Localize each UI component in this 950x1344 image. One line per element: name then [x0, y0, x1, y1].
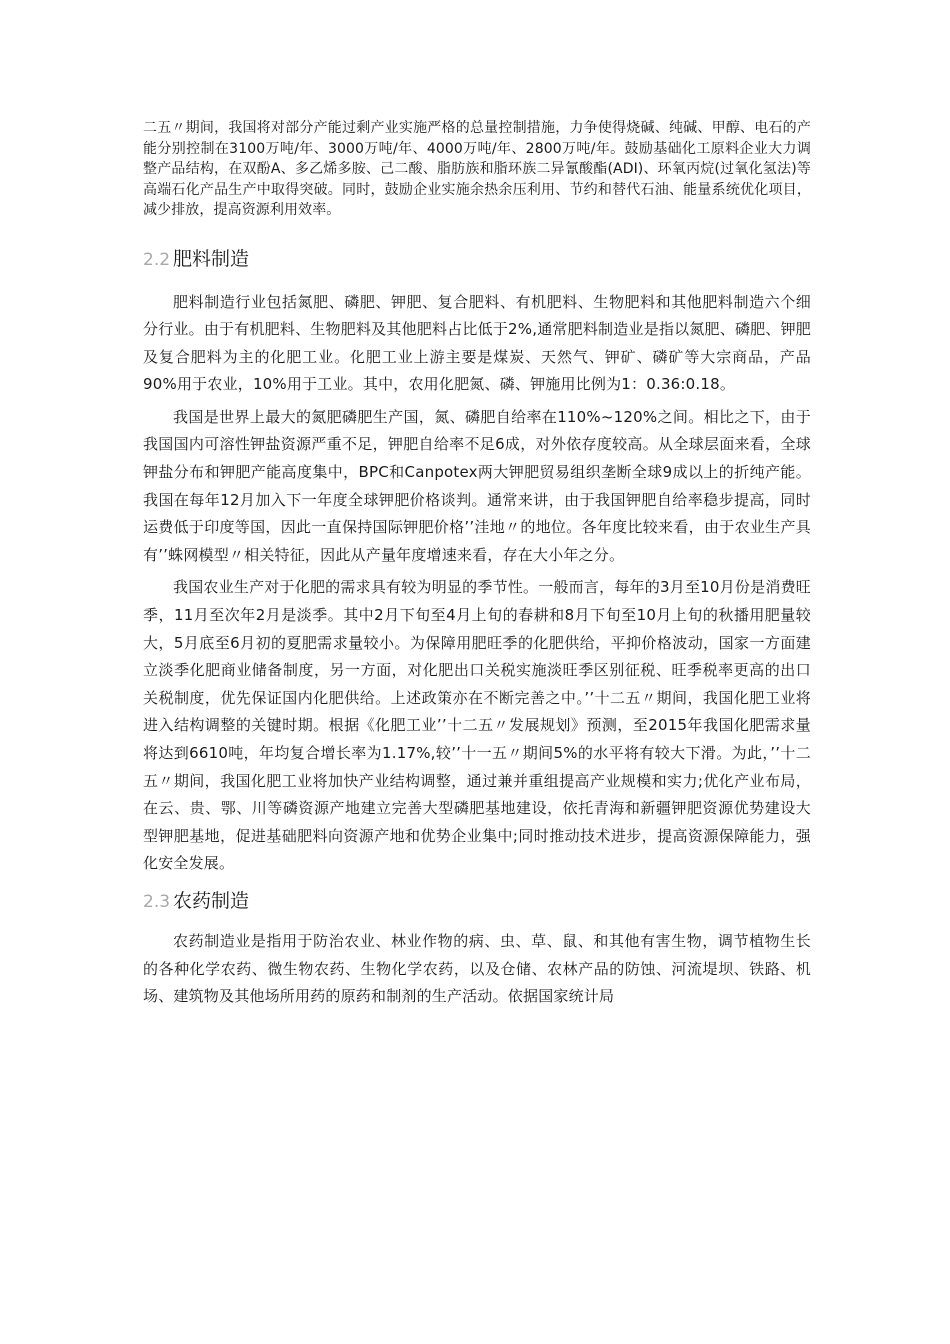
- section-heading-pesticide: [143, 888, 811, 915]
- body-paragraph: 肥料制造行业包括氮肥、磷肥、钾肥、复合肥料、有机肥料、生物肥料和其他肥料制造六个细分行业。由于有机肥料、生物肥料及其他肥料占比低于2%,通常肥料制造业是指以氮肥、磷肥、钾肥及复合肥料为主的化肥工业。化肥工业上游主要是煤炭、天然气、钾矿、磷矿等大宗商品，产品90%用于农业，10%用于工业。其中，农用化肥氮、磷、钾施用比例为1：0.36:0.18。: [143, 292, 811, 394]
- section-number: 2.3: [143, 891, 171, 912]
- body-paragraph: 我国是世界上最大的氮肥磷肥生产国，氮、磷肥自给率在110%~120%之间。相比之下，由于我国国内可溶性钾盐资源严重不足，钾肥自给率不足6成，对外依存度较高。从全球层面来看，全球钾盐分布和钾肥产能高度集中，BPC和Canpotex两大钾肥贸易组织垄断全球9成以上的折纯产能。我国在每年12月加入下一年度全球钾肥价格谈判。通常来讲，由于我国钾肥自给率稳步提高，同时运费低于印度等国，因此一直保持国际钾肥价格’’洼地〃的地位。各年度比较来看，由于农业生产具有’’蛛网模型〃相关特征，因此从产量年度增速来看，存在大小年之分。: [143, 407, 811, 564]
- section-heading-fertilizer: [143, 246, 811, 273]
- document-page: [143, 118, 811, 1011]
- body-paragraph: 农药制造业是指用于防治农业、林业作物的病、虫、草、鼠、和其他有害生物，调节植物生长的各种化学农药、微生物农药、生物化学农药，以及仓储、农林产品的防蚀、河流堤坝、铁路、机场、建筑物及其他场所用药的原药和制剂的生产活动。依据国家统计局: [143, 931, 811, 1006]
- section-title: 肥料制造: [173, 247, 250, 270]
- intro-paragraph: 二五〃期间，我国将对部分产能过剩产业实施严格的总量控制措施，力争使得烧碱、纯碱、甲醇、电石的产能分别控制在3100万吨/年、3000万吨/年、4000万吨/年、2800万吨/年。鼓励基础化工原料企业大力调整产品结构，在双酚A、多乙烯多胺、己二酸、脂肪族和脂环族二异氰酸酯(ADI)、环氧丙烷(过氧化氢法)等高端石化产品生产中取得突破。同时，鼓励企业实施余热余压利用、节约和替代石油、能量系统优化项目，减少排放，提高资源利用效率。: [143, 120, 811, 218]
- section-number: 2.2: [143, 249, 171, 270]
- section-title: 农药制造: [173, 889, 250, 912]
- body-paragraph: 我国农业生产对于化肥的需求具有较为明显的季节性。一般而言，每年的3月至10月份是消费旺季，11月至次年2月是淡季。其中2月下旬至4月上旬的春耕和8月下旬至10月上旬的秋播用肥量较大，5月底至6月初的夏肥需求量较小。为保障用肥旺季的化肥供给，平抑价格波动，国家一方面建立淡季化肥商业储备制度，另一方面，对化肥出口关税实施淡旺季区别征税、旺季税率更高的出口关税制度，优先保证国内化肥供给。上述政策亦在不断完善之中。’’十二五〃期间，我国化肥工业将进入结构调整的关键时期。根据《化肥工业’’十二五〃发展规划》预测，至2015年我国化肥需求量将达到6610吨，年均复合增长率为1.17%,较’’十一五〃期间5%的水平将有较大下滑。为此，’’十二五〃期间，我国化肥工业将加快产业结构调整，通过兼并重组提高产业规模和实力;优化产业布局，在云、贵、鄂、川等磷资源产地建立完善大型磷肥基地建设，依托青海和新疆钾肥资源优势建设大型钾肥基地，促进基础肥料向资源产地和优势企业集中;同时推动技术进步，提高资源保障能力，强化安全发展。: [143, 578, 811, 873]
